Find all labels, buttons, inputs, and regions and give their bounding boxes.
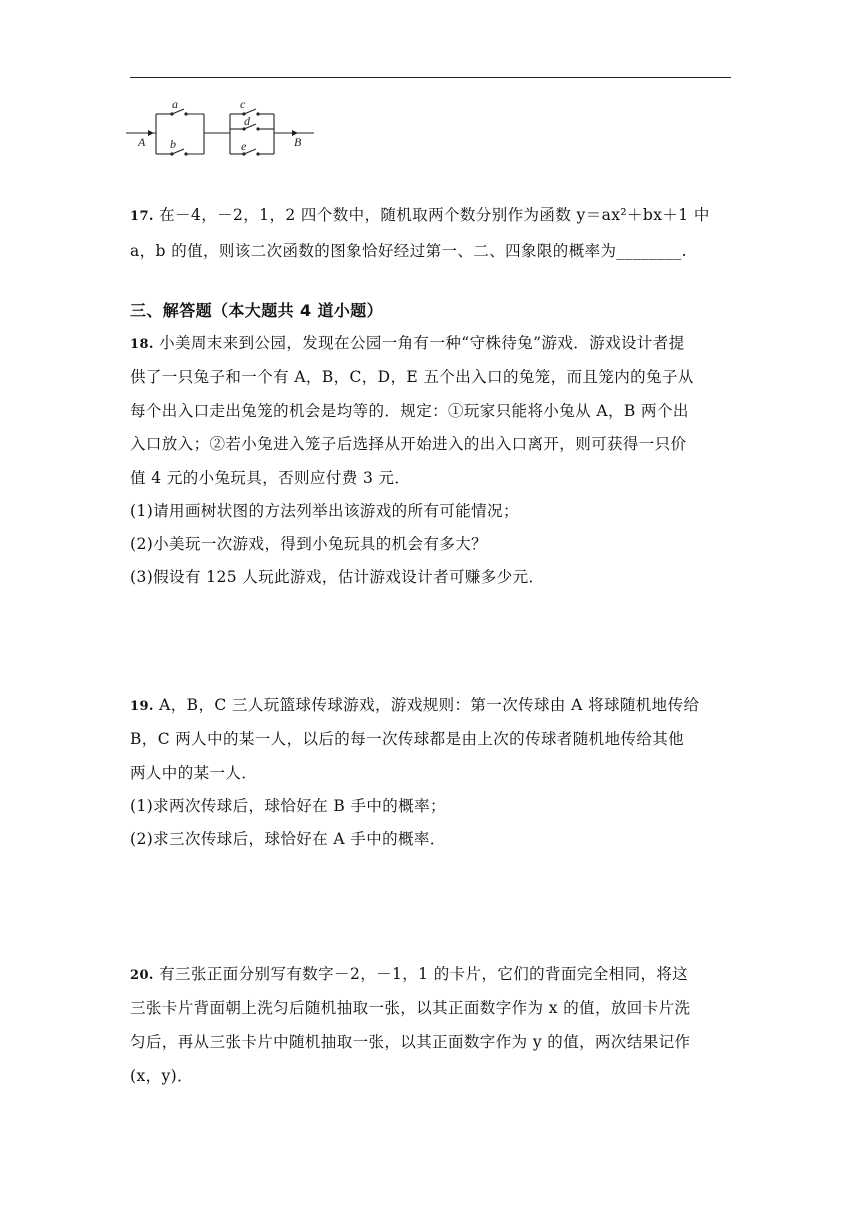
switch-a-label: a: [172, 98, 178, 111]
section-title: 三、解答题（本大题共 4 道小题）: [130, 301, 384, 320]
q17-line-1: [130, 204, 710, 228]
switch-e-label: e: [241, 139, 247, 153]
q19-line-1: [130, 694, 699, 718]
q18-part-1: (1)请用画树状图的方法列举出该游戏的所有可能情况；: [130, 502, 519, 520]
q18-line-2: 供了一只兔子和一个有 A，B，C，D，E 五个出入口的兔笼，而且笼内的兔子从: [130, 368, 694, 386]
q17-text-1: 在－4，－2，1，2 四个数中，随机取两个数分别作为函数 y＝ax²＋bx＋1 中: [159, 206, 710, 224]
question-number: 20.: [130, 968, 154, 983]
q19-line-3: 两人中的某一人．: [130, 764, 258, 782]
q18-line-3: 每个出入口走出兔笼的机会是均等的．规定：①玩家只能将小兔从 A，B 两个出: [130, 402, 689, 420]
q18-part-2: (2)小美玩一次游戏，得到小兔玩具的机会有多大？: [130, 535, 488, 553]
switch-c-label: c: [240, 98, 246, 111]
question-number: 18.: [130, 337, 154, 352]
q18-text-1: 小美周末来到公园，发现在公园一角有一种“守株待兔”游戏．游戏设计者提: [159, 334, 685, 352]
q20-line-4: (x，y)．: [130, 1067, 193, 1085]
switch-d-label: d: [244, 114, 250, 128]
question-number: 19.: [130, 699, 154, 714]
q19-part-2: (2)求三次传球后，球恰好在 A 手中的概率．: [130, 830, 446, 848]
q20-line-1: [130, 963, 688, 987]
circuit-diagram: [126, 98, 326, 160]
q18-part-3: (3)假设有 125 人玩此游戏，估计游戏设计者可赚多少元．: [130, 568, 545, 586]
terminal-a-label: A: [138, 135, 146, 149]
terminal-b-label: B: [294, 135, 302, 149]
q18-line-5: 值 4 元的小兔玩具，否则应付费 3 元．: [130, 469, 411, 487]
header-rule: [130, 77, 731, 78]
q18-line-4: 入口放入；②若小兔进入笼子后选择从开始进入的出入口离开，则可获得一只价: [130, 435, 687, 453]
q19-line-2: B，C 两人中的某一人，以后的每一次传球都是由上次的传球者随机地传给其他: [130, 730, 685, 748]
q19-part-1: (1)求两次传球后，球恰好在 B 手中的概率；: [130, 797, 446, 815]
switch-b-label: b: [170, 137, 176, 151]
question-number: 17.: [130, 209, 154, 224]
q18-line-1: [130, 332, 685, 356]
q20-text-1: 有三张正面分别写有数字－2，－1，1 的卡片，它们的背面完全相同，将这: [159, 965, 689, 983]
q17-line-2: a，b 的值，则该二次函数的图象恰好经过第一、二、四象限的概率为________.: [130, 242, 687, 260]
q19-text-1: A，B，C 三人玩篮球传球游戏，游戏规则：第一次传球由 A 将球随机地传给: [159, 696, 700, 714]
q20-line-3: 匀后，再从三张卡片中随机抽取一张，以其正面数字作为 y 的值，两次结果记作: [130, 1033, 691, 1051]
q20-line-2: 三张卡片背面朝上洗匀后随机抽取一张，以其正面数字作为 x 的值，放回卡片洗: [130, 999, 691, 1017]
